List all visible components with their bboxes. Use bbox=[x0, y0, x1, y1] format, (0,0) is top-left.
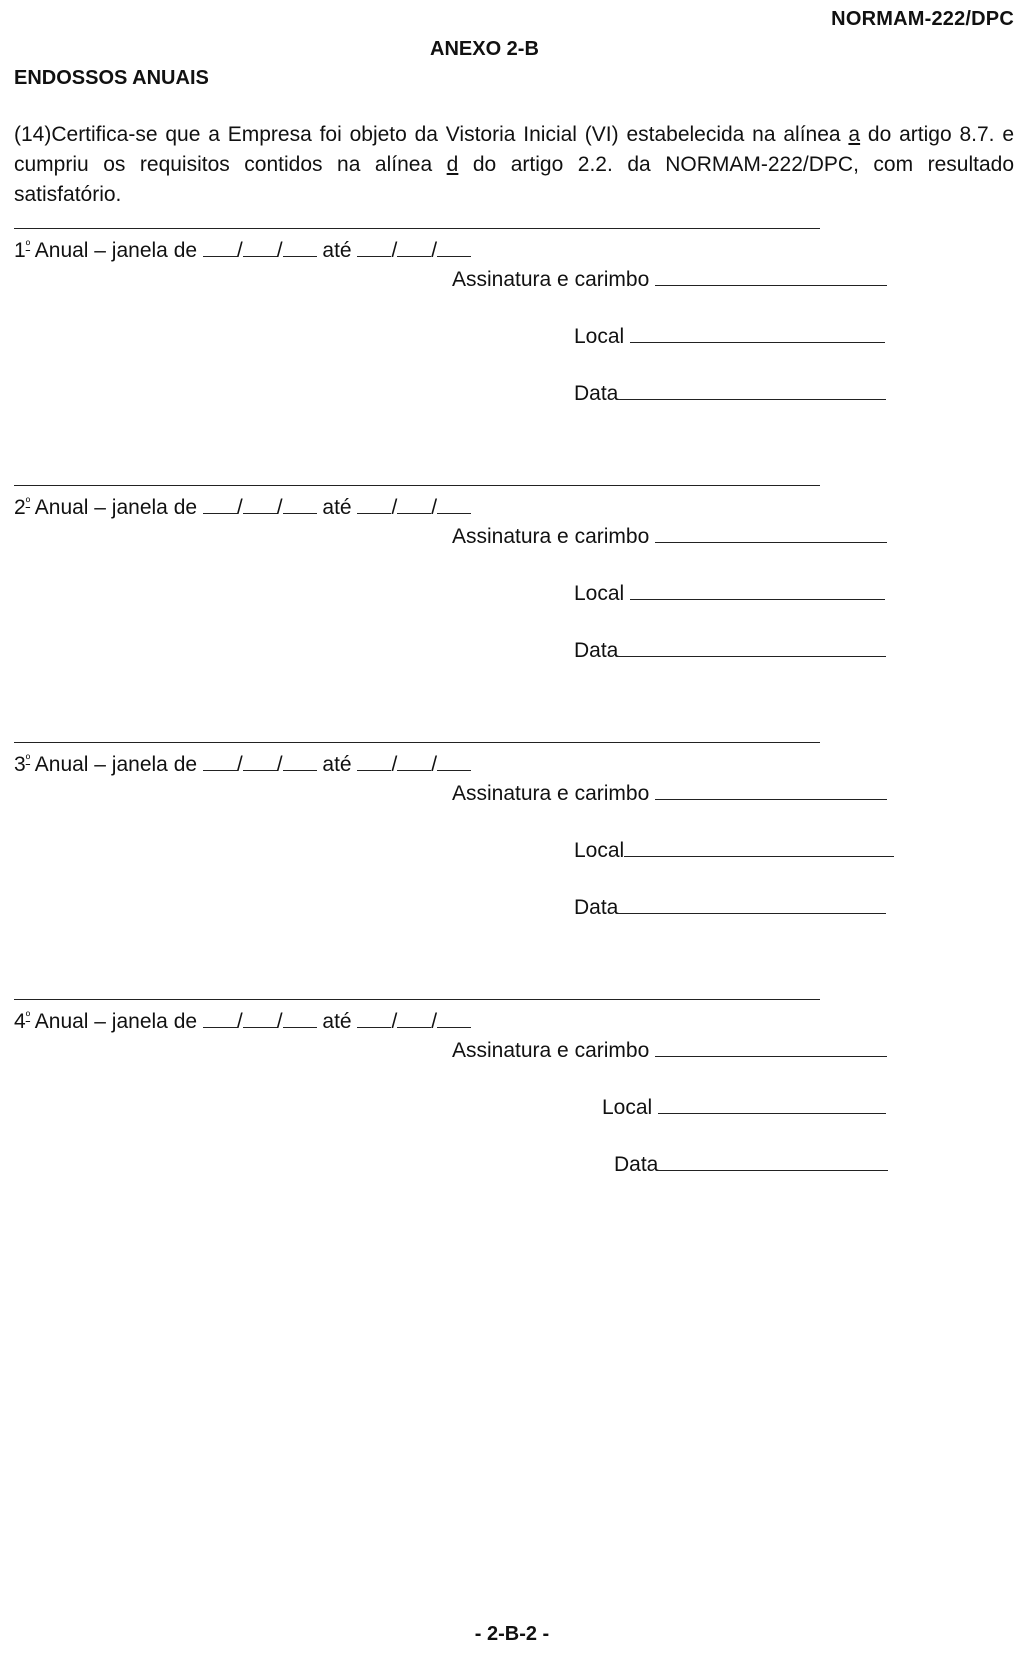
date-slash: / bbox=[391, 753, 398, 776]
anual-ordinal: º bbox=[25, 238, 31, 252]
local-label: Local bbox=[574, 582, 631, 605]
end-day-field[interactable] bbox=[357, 1009, 391, 1028]
date-slash: / bbox=[276, 496, 283, 519]
local-field[interactable] bbox=[658, 1093, 886, 1114]
start-year-field[interactable] bbox=[283, 1009, 317, 1028]
anual-number: 3 bbox=[14, 753, 26, 776]
anual-label: Anual – janela de bbox=[30, 1010, 203, 1033]
date-row bbox=[574, 636, 886, 663]
date-slash: / bbox=[236, 753, 243, 776]
start-month-field[interactable] bbox=[243, 495, 277, 514]
local-field[interactable] bbox=[630, 322, 885, 343]
document-code: NORMAM-222/DPC bbox=[831, 8, 1014, 30]
date-slash: / bbox=[236, 239, 243, 262]
local-row bbox=[574, 322, 885, 349]
certification-text-1: (14)Certifica-se que a Empresa foi objeto da Vistoria Inicial (VI) estabelecida na alínea bbox=[14, 123, 849, 146]
local-row bbox=[574, 579, 885, 606]
ate-label: até bbox=[316, 239, 358, 262]
local-row bbox=[574, 836, 894, 863]
endorsement-3 bbox=[14, 742, 1014, 942]
endorsement-4 bbox=[14, 999, 1014, 1199]
start-month-field[interactable] bbox=[243, 238, 277, 257]
end-month-field[interactable] bbox=[397, 1009, 431, 1028]
start-day-field[interactable] bbox=[203, 1009, 237, 1028]
separator-line bbox=[14, 999, 820, 1000]
date-slash: / bbox=[276, 753, 283, 776]
annex-title: ANEXO 2-B bbox=[430, 38, 539, 60]
date-slash: / bbox=[276, 1010, 283, 1033]
anual-number: 2 bbox=[14, 496, 26, 519]
signature-field[interactable] bbox=[655, 1036, 887, 1057]
date-slash: / bbox=[236, 1010, 243, 1033]
local-field[interactable] bbox=[624, 836, 894, 857]
end-month-field[interactable] bbox=[397, 752, 431, 771]
endorsement-1 bbox=[14, 228, 1014, 428]
start-year-field[interactable] bbox=[283, 752, 317, 771]
date-slash: / bbox=[236, 496, 243, 519]
date-slash: / bbox=[431, 496, 438, 519]
start-year-field[interactable] bbox=[283, 495, 317, 514]
end-day-field[interactable] bbox=[357, 238, 391, 257]
start-day-field[interactable] bbox=[203, 238, 237, 257]
date-slash: / bbox=[276, 239, 283, 262]
certification-letter-d: d bbox=[446, 153, 459, 176]
endorsement-2 bbox=[14, 485, 1014, 685]
date-label: Data bbox=[574, 896, 619, 919]
section-title: ENDOSSOS ANUAIS bbox=[14, 67, 209, 89]
date-slash: / bbox=[391, 239, 398, 262]
start-month-field[interactable] bbox=[243, 1009, 277, 1028]
certification-paragraph bbox=[14, 120, 1014, 210]
date-label: Data bbox=[614, 1153, 659, 1176]
anual-ordinal: º bbox=[25, 495, 31, 509]
anual-label: Anual – janela de bbox=[30, 753, 203, 776]
date-label: Data bbox=[574, 639, 619, 662]
separator-line bbox=[14, 485, 820, 486]
end-year-field[interactable] bbox=[437, 495, 471, 514]
signature-label: Assinatura e carimbo bbox=[452, 782, 656, 805]
end-day-field[interactable] bbox=[357, 495, 391, 514]
anual-window-line bbox=[14, 238, 471, 263]
certification-letter-a: a bbox=[848, 123, 861, 146]
anual-number: 1 bbox=[14, 239, 26, 262]
local-label: Local bbox=[574, 325, 631, 348]
date-row bbox=[614, 1150, 888, 1177]
date-field[interactable] bbox=[618, 636, 886, 657]
signature-row bbox=[452, 779, 887, 806]
signature-field[interactable] bbox=[655, 522, 887, 543]
signature-row bbox=[452, 1036, 887, 1063]
date-label: Data bbox=[574, 382, 619, 405]
date-slash: / bbox=[391, 1010, 398, 1033]
date-slash: / bbox=[431, 239, 438, 262]
anual-number: 4 bbox=[14, 1010, 26, 1033]
local-row bbox=[602, 1093, 886, 1120]
local-field[interactable] bbox=[630, 579, 885, 600]
end-year-field[interactable] bbox=[437, 752, 471, 771]
signature-label: Assinatura e carimbo bbox=[452, 1039, 656, 1062]
ate-label: até bbox=[316, 753, 358, 776]
anual-label: Anual – janela de bbox=[30, 239, 203, 262]
anual-window-line bbox=[14, 752, 471, 777]
anual-ordinal: º bbox=[25, 1009, 31, 1023]
signature-row bbox=[452, 522, 887, 549]
separator-line bbox=[14, 742, 820, 743]
end-year-field[interactable] bbox=[437, 1009, 471, 1028]
anual-window-line bbox=[14, 1009, 471, 1034]
date-field[interactable] bbox=[618, 893, 886, 914]
date-row bbox=[574, 379, 886, 406]
local-label: Local bbox=[574, 839, 625, 862]
start-year-field[interactable] bbox=[283, 238, 317, 257]
anual-window-line bbox=[14, 495, 471, 520]
anual-ordinal: º bbox=[25, 752, 31, 766]
date-field[interactable] bbox=[658, 1150, 888, 1171]
page-number: - 2-B-2 - bbox=[474, 1623, 550, 1645]
separator-line bbox=[14, 228, 820, 229]
local-label: Local bbox=[602, 1096, 659, 1119]
signature-label: Assinatura e carimbo bbox=[452, 525, 656, 548]
date-slash: / bbox=[431, 1010, 438, 1033]
date-slash: / bbox=[391, 496, 398, 519]
ate-label: até bbox=[316, 1010, 358, 1033]
certification-text-3: do artigo 2.2. da NORMAM-222/DPC, com resultado satisfatório. bbox=[14, 153, 1015, 206]
end-month-field[interactable] bbox=[397, 495, 431, 514]
signature-label: Assinatura e carimbo bbox=[452, 268, 656, 291]
start-day-field[interactable] bbox=[203, 752, 237, 771]
start-day-field[interactable] bbox=[203, 495, 237, 514]
signature-field[interactable] bbox=[655, 265, 887, 286]
ate-label: até bbox=[316, 496, 358, 519]
date-slash: / bbox=[431, 753, 438, 776]
date-row bbox=[574, 893, 886, 920]
end-year-field[interactable] bbox=[437, 238, 471, 257]
end-day-field[interactable] bbox=[357, 752, 391, 771]
date-field[interactable] bbox=[618, 379, 886, 400]
certification-text-2: do artigo 8.7. e cumpriu os requisitos contidos na alínea bbox=[14, 123, 1015, 176]
signature-field[interactable] bbox=[655, 779, 887, 800]
start-month-field[interactable] bbox=[243, 752, 277, 771]
end-month-field[interactable] bbox=[397, 238, 431, 257]
anual-label: Anual – janela de bbox=[30, 496, 203, 519]
signature-row bbox=[452, 265, 887, 292]
